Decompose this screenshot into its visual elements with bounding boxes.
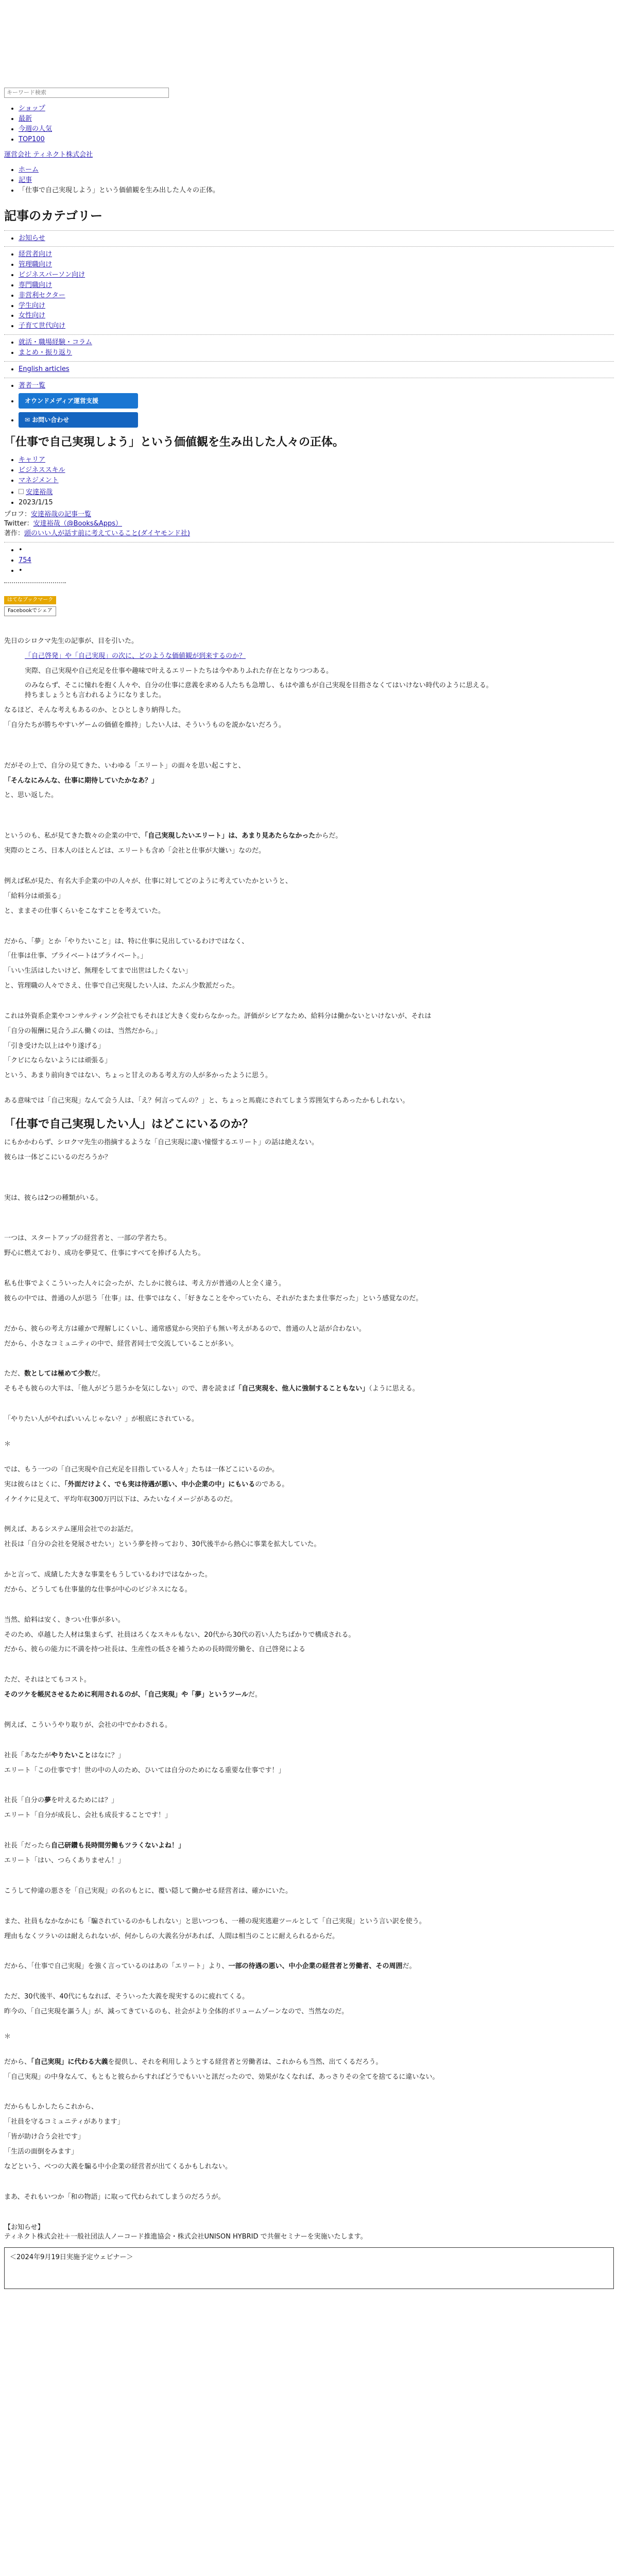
breadcrumb-home[interactable]: ホーム <box>19 166 39 174</box>
tag-link[interactable]: ビジネススキル <box>19 466 65 474</box>
body-text: 先日のシロクマ先生の記事が、目を引いた。 <box>4 637 139 645</box>
contact-button[interactable] <box>19 412 138 428</box>
article-meta <box>4 488 614 508</box>
body-text: 「仕事は仕事、プライベートはプライベート。」 <box>4 952 147 960</box>
share-icon[interactable]: • <box>19 546 23 554</box>
breadcrumb <box>4 165 614 196</box>
company-link[interactable]: 運営会社 ティネクト株式会社 <box>4 151 93 159</box>
body-text: 当然、給料は安く、きつい仕事が多い。 <box>4 1616 125 1624</box>
body-text: 理由もなくツラいのは耐えられないが、何かしらの大義名分があれば、人間は相当のことに耐えられるからだ。 <box>4 1932 339 1940</box>
nav-shop[interactable]: ショップ <box>19 105 45 112</box>
category-item[interactable]: まとめ・振り返り <box>19 348 73 357</box>
dialogue-line: エリート「この仕事です！世の中の人のため、ひいては自分のためになる重要な仕事です！」 <box>4 1766 285 1774</box>
body-text: 「そんなにみんな、仕事に期待していたかなあ？」 <box>4 776 159 785</box>
body-text: 彼らの中では、普通の人が思う「仕事」は、仕事ではなく、「好きなことをやっていたら、それがたまたま仕事だった」という感覚なのだ。 <box>4 1294 423 1302</box>
body-text: 「やりたい人がやればいいんじゃない？」が根底にされている。 <box>4 1415 199 1423</box>
category-item[interactable]: ビジネスパーソン向け <box>19 271 85 279</box>
divider <box>4 361 614 362</box>
body-text: だから、小さなコミュニティの中で、経営者同士で交流していることが多い。 <box>4 1340 238 1348</box>
divider <box>4 246 614 247</box>
book-link[interactable]: 頭のいい人が話す前に考えていること(ダイヤモンド社) <box>24 530 190 538</box>
body-text: 私も仕事でよくこういった人々に会ったが、たしかに彼らは、考え方が普通の人と全く違う。 <box>4 1280 286 1288</box>
body-text: にもかかわらず、シロクマ先生の指摘するような「自己実現に凄い憧憬するエリート」の話は絶えない。 <box>4 1138 318 1146</box>
body-text: なるほど、そんな考えもあるのか、とひとしきり納得した。 <box>4 706 185 715</box>
notice-title: 【お知らせ】 <box>4 2223 44 2231</box>
profile-link[interactable]: 安達裕哉の記事一覧 <box>31 510 92 518</box>
body-text: だがその上で、自分の見てきた、いわゆる「エリート」の面々を思い起こすと、 <box>4 761 245 770</box>
search-input[interactable] <box>4 88 169 98</box>
body-text: そもそも彼らの大半は、「他人がどう思うかを気にしない」ので、書を読まば「自己実現を、他人に強制することもない」（ように思える。 <box>4 1385 419 1393</box>
body-text: 「自分の報酬に見合うぶん働くのは、当然だから。」 <box>4 1027 162 1035</box>
category-notice-link[interactable]: お知らせ <box>19 234 45 242</box>
divider <box>4 334 614 335</box>
body-text: だから、「自己実現」に代わる大義を提供し、それを利用しようとする経営者と労働者は、これからも当然、出てくるだろう。 <box>4 2058 383 2066</box>
body-text: では、もう一つの「自己実現や自己充足を目指している人々」たちは一体どこにいるのか。 <box>4 1465 279 1473</box>
category-item[interactable]: 専門職向け <box>19 281 53 289</box>
body-text: だから、彼らの能力に不満を持つ社長は、生産性の低さを補うための長時間労働を、自己啓発による <box>4 1646 306 1654</box>
body-text: そのツケを帳尻させるために利用されるのが、「自己実現」や「夢」というツールだ。 <box>4 1691 262 1699</box>
body-text: ある意味では「自己実現」なんて会う人は、「え？何言ってんの？」と、ちょっと馬鹿にされてしまう雰囲気すらあったかもしれない。 <box>4 1097 409 1105</box>
body-text: 昨今の、「自己実現を謳う人」が、減ってきているのも、社会がより全体的ボリュームゾーンなので、当然なのだ。 <box>4 2008 349 2016</box>
english-list <box>4 365 614 375</box>
share-icon[interactable]: • <box>19 566 23 574</box>
avatar <box>19 489 24 494</box>
article-title: 「仕事で自己実現しよう」という価値観を生み出した人々の正体。 <box>4 435 345 449</box>
body-text: 例えば私が見た、有名大手企業の中の人々が、仕事に対してどのように考えていたかというと、 <box>4 877 293 885</box>
divider <box>4 542 614 543</box>
category-list-2 <box>4 338 614 358</box>
body-text: これは外資系企業やコンサルティング会社でもそれほど大きく変わらなかった。評価がシビアなため、給料分は働かないといけないが、それは <box>4 1012 432 1020</box>
tag-link[interactable]: キャリア <box>19 456 46 464</box>
body-text: などという、ベつの大義を騙る中小企業の経営者が出てくるかもしれない。 <box>4 2162 232 2171</box>
body-text: 「クビにならないようには頑張る」 <box>4 1057 112 1065</box>
webinar-box <box>4 2247 614 2289</box>
body-text: と、ままその仕事くらいをこなすことを考えていた。 <box>4 907 165 915</box>
breadcrumb-articles[interactable]: 記事 <box>19 176 32 184</box>
body-text: 「社員を守るコミュニティがあります」 <box>4 2118 124 2126</box>
category-item[interactable]: 女性向け <box>19 312 46 320</box>
body-text: また、社員もなかなかにも「騙されているのかもしれない」と思いつつも、一種の現実逃避ツールとして「自己実現」という言い訳を使う。 <box>4 1917 426 1925</box>
hatena-bookmark-button[interactable]: はてなブックマーク <box>4 596 56 605</box>
body-text: 例えば、こういうやり取りが、会社の中でかわされる。 <box>4 1721 172 1729</box>
body-text: 「引き受けた以上はやり遂げる」 <box>4 1042 105 1050</box>
category-item[interactable]: 学生向け <box>19 301 46 310</box>
quoted-article-link[interactable]: 「自己啓発」や「自己実現」の次に、どのような価値観が到来するのか？ <box>25 652 246 660</box>
body-text: と、思い返した。 <box>4 791 58 800</box>
body-text: 「生活の面倒をみます」 <box>4 2147 78 2156</box>
facebook-share-button[interactable]: Facebookでシェア <box>4 606 56 616</box>
body-text: 一つは、スタートアップの経営者と、一部の学者たち。 <box>4 1234 171 1243</box>
body-text: こうして仲違の悪さを「自己実現」の名のもとに、覆い隠して働かせる経営者は、確かにいた。 <box>4 1887 293 1895</box>
writers-list <box>4 381 614 429</box>
nav-top100[interactable]: TOP100 <box>19 135 45 143</box>
category-item[interactable]: 就活・職場経験・コラム <box>19 338 92 347</box>
body-text: まあ、それもいつか「和の物語」に取って代わられてしまうのだろうが。 <box>4 2193 225 2201</box>
author-book: 著作：頭のいい人が話す前に考えていること(ダイヤモンド社) <box>4 530 190 538</box>
breadcrumb-current: • 「仕事で自己実現しよう」という価値観を生み出した人々の正体。 <box>19 186 614 196</box>
body-text: という、あまり前向きではない、ちょっと甘えのある考え方の人が多かったように思う。 <box>4 1072 272 1080</box>
nav-weekly[interactable]: 今週の人気 <box>19 125 53 133</box>
author-profile: プロフ：安達裕哉の記事一覧 <box>4 510 92 518</box>
category-title: 記事のカテゴリー <box>4 208 103 223</box>
top-nav <box>4 104 614 144</box>
author-twitter: Twitter：安達裕哉（@Books&Apps） <box>4 520 123 528</box>
category-item[interactable]: 経営者向け <box>19 250 53 259</box>
mail-icon: ✉ <box>25 416 32 423</box>
dialogue-line: 社長「だったら自己研鑽も長時間労働もツラくないよね！」 <box>4 1842 185 1850</box>
body-text: 社長は「自分の会社を発展させたい」という夢を持っており、30代後半から熱心に事業を拡大していた。 <box>4 1540 321 1549</box>
body-text: だから、「仕事で自己実現」を強く言っているのはあの「エリート」より、一部の待遇の悪い、中小企業の経営者と労働者、その周囲だ。 <box>4 1962 416 1971</box>
dialogue-line: 社長「あなたがやりたいことはなに？」 <box>4 1751 125 1759</box>
body-text: ただ、数としては極めて少数だ。 <box>4 1370 105 1378</box>
section-separator: ＊ <box>4 2032 11 2041</box>
owned-media-button[interactable]: オウンドメディア運営支援 <box>19 393 138 409</box>
webinar-title: ＜2024年9月19日実施予定ウェビナー＞ <box>10 2253 133 2262</box>
body-text: 「いい生活はしたいけど、無理をしてまで出世はしたくない」 <box>4 967 192 975</box>
body-text: というのも、私が見てきた数々の企業の中で、「自己実現したいエリート」は、あまり見あたらなかったからだ。 <box>4 832 342 840</box>
body-text: だから、どうしても仕事量的な仕事が中心のビジネスになる。 <box>4 1585 192 1594</box>
section-heading: 「仕事で自己実現したい人」はどこにいるのか？ <box>4 1117 254 1131</box>
section-separator: ＊ <box>4 1440 11 1448</box>
dialogue-line: 社長「自分の夢を叶えるためには？」 <box>4 1797 118 1805</box>
body-text: 「皆が助け合う会社です」 <box>4 2133 85 2141</box>
body-text: 実は彼らはとくに、「外面だけよく、でも実は待遇が悪い、中小企業の中」にもいるのである。 <box>4 1480 289 1488</box>
body-text: かと言って、成績した大きな事業をもうしているわけではなかった。 <box>4 1571 212 1579</box>
category-notice <box>4 234 614 244</box>
category-item[interactable]: 子育て世代向け <box>19 322 66 330</box>
body-text: そのため、卓越した人材は集まらず、社員はろくなスキルもない、20代から30代の若い人たちばかりで構成される。 <box>4 1631 355 1639</box>
article-tags <box>4 455 614 486</box>
body-text: イケイケに見えて、平均年収300万円以下は、みたいなイメージがあるのだ。 <box>4 1495 237 1503</box>
english-articles-link[interactable]: English articles <box>19 365 70 373</box>
body-text: 実際のところ、日本人のほとんどは、エリートも含め「会社と仕事が大嫌い」なのだ。 <box>4 847 266 855</box>
dialogue-line: エリート「はい、つらくありません！」 <box>4 1857 125 1865</box>
category-item[interactable]: 非営利セクター <box>19 291 65 299</box>
nav-latest[interactable]: 最新 <box>19 114 32 123</box>
twitter-link[interactable]: 安達裕哉（@Books&Apps） <box>33 520 123 528</box>
body-text: 例えば、あるシステム運用会社でのお話だ。 <box>4 1526 138 1534</box>
body-text: だからもしかしたらこれから、 <box>4 2103 98 2111</box>
share-list <box>4 546 614 576</box>
category-list <box>4 250 614 331</box>
page <box>4 0 614 2289</box>
dotted-separator <box>4 582 66 586</box>
body-text: 「給料分は頑張る」 <box>4 892 65 900</box>
body-text: 彼らは一体どこにいるのだろうか？ <box>4 1153 112 1161</box>
share-count[interactable]: 754 <box>19 556 31 564</box>
contact-button-label: お問い合わせ <box>32 416 70 423</box>
body-text: と、管理職の人々でさえ、仕事で自己実現したい人は、たぶん少数派だった。 <box>4 982 239 990</box>
body-text: 実は、彼らは2つの種類がいる。 <box>4 1194 102 1202</box>
article-date: • 2023/1/15 <box>19 498 614 508</box>
author-link[interactable]: 安達裕哉 <box>26 488 53 496</box>
body-text: ただ、それはとてもコスト。 <box>4 1676 91 1684</box>
body-text: 野心に燃えており、成功を夢見て、仕事にすべてを捧げる人たち。 <box>4 1249 205 1258</box>
body-text: ただ、30代後半、40代にもなれば、そういった大義を現実するのに疲れてくる。 <box>4 1993 249 2001</box>
tag-link[interactable]: マネジメント <box>19 477 59 485</box>
divider <box>4 230 614 231</box>
body-text: 「自分たちが勝ちやすいゲームの価値を維持」したい人は、そういうものを説かないだろう。 <box>4 721 286 729</box>
notice-body: ティネクト株式会社＋一般社団法人ノーコード推進協会・株式会社UNISON HYBRID で共催セミナーを実施いたします。 <box>4 2233 367 2241</box>
quote-text: のみならず、そこに憧れを抱く人々や、自分の仕事に意義を求める人たちも急増し、もはや誰もが自己実現を目指さなくてはいけない時代のように思える。 持ちましょうとも言われるようになりました。 <box>25 682 493 700</box>
writers-link[interactable]: 著者一覧 <box>19 381 46 389</box>
body-text: だから、「夢」とか「やりたいこと」は、特に仕事に見出しているわけではなく、 <box>4 937 249 945</box>
body-text: だから、彼らの考え方は確かで理解しにくいし、通常感覚から突拍子も無い考えがあるので、普通の人と話が合わない。 <box>4 1325 366 1333</box>
quote-text: 実際、自己実現や自己充足を仕事や趣味で叶えるエリートたちは今やありふれた存在となりつつある。 <box>25 667 333 675</box>
dialogue-line: エリート「自分が成長し、会社も成長することです！」 <box>4 1811 172 1820</box>
category-item[interactable]: 管理職向け <box>19 261 53 269</box>
body-text: 「自己実現」の中身なんて、もともと彼らからすればどうでもいいと訊だったので、効果がなくなれば、あっさりその全てを捨てるに違いない。 <box>4 2073 439 2081</box>
